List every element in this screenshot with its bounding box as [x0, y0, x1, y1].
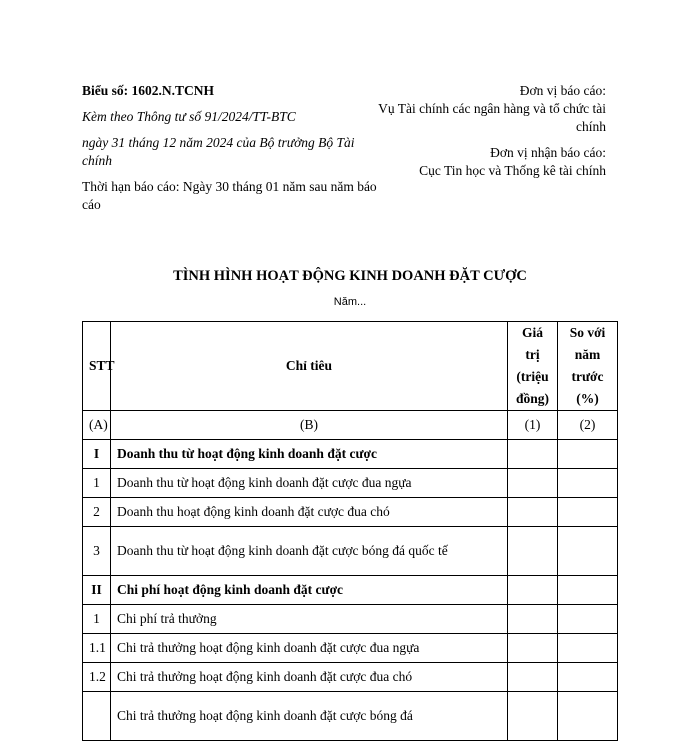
row-label: Doanh thu từ hoạt động kinh doanh đặt cược bóng đá quốc tế — [111, 527, 508, 576]
row-compare-cell[interactable] — [558, 527, 618, 576]
table-row — [83, 440, 618, 469]
row-label: Chi phí hoạt động kinh doanh đặt cược — [111, 576, 508, 605]
row-stt: 1.2 — [83, 663, 111, 692]
row-stt — [83, 692, 111, 741]
row-label: Chi trả thưởng hoạt động kinh doanh đặt cược bóng đá — [111, 692, 508, 741]
row-value-cell[interactable] — [508, 440, 558, 469]
table-row — [83, 576, 618, 605]
row-compare-cell[interactable] — [558, 605, 618, 634]
reporting-unit-label: Đơn vị báo cáo: — [519, 83, 606, 98]
row-value-cell[interactable] — [508, 605, 558, 634]
report-deadline: Thời hạn báo cáo: Ngày 30 tháng 01 năm sau năm báo cáo — [82, 179, 377, 212]
table-header-row — [83, 322, 618, 411]
row-stt: 1 — [83, 469, 111, 498]
row-stt: 1 — [83, 605, 111, 634]
row-value-cell[interactable] — [508, 469, 558, 498]
form-header-right — [366, 82, 606, 188]
row-value-cell[interactable] — [508, 663, 558, 692]
column-code-row — [83, 411, 618, 440]
reporting-unit: Vụ Tài chính các ngân hàng và tổ chức tài chính — [378, 101, 606, 134]
row-stt: I — [83, 440, 111, 469]
table-row — [83, 663, 618, 692]
row-value-cell[interactable] — [508, 692, 558, 741]
row-label: Chi trả thưởng hoạt động kinh doanh đặt cược đua ngựa — [111, 634, 508, 663]
row-value-cell[interactable] — [508, 498, 558, 527]
header-so-voi: So với năm trước (%) — [558, 322, 618, 411]
report-table — [82, 321, 618, 741]
row-stt: 3 — [83, 527, 111, 576]
row-label: Chi trả thưởng hoạt động kinh doanh đặt cược đua chó — [111, 663, 508, 692]
row-compare-cell[interactable] — [558, 634, 618, 663]
row-label: Chi phí trả thưởng — [111, 605, 508, 634]
row-compare-cell[interactable] — [558, 692, 618, 741]
header-chi-tieu: Chỉ tiêu — [111, 322, 508, 411]
row-value-cell[interactable] — [508, 634, 558, 663]
row-stt: 1.1 — [83, 634, 111, 663]
row-compare-cell[interactable] — [558, 469, 618, 498]
table-row — [83, 692, 618, 741]
row-compare-cell[interactable] — [558, 440, 618, 469]
row-compare-cell[interactable] — [558, 663, 618, 692]
form-header-left — [82, 82, 387, 222]
row-stt: II — [83, 576, 111, 605]
issue-date-line: ngày 31 tháng 12 năm 2024 của Bộ trưởng Bộ Tài chính — [82, 135, 355, 168]
header-stt: STT — [83, 322, 111, 411]
receiving-unit-label: Đơn vị nhận báo cáo: — [490, 145, 606, 160]
code-a: (A) — [83, 411, 111, 440]
code-1: (1) — [508, 411, 558, 440]
form-number: Biểu số: 1602.N.TCNH — [82, 83, 215, 98]
row-label: Doanh thu hoạt động kinh doanh đặt cược đua chó — [111, 498, 508, 527]
table-row — [83, 634, 618, 663]
code-b: (B) — [111, 411, 508, 440]
table-row — [83, 498, 618, 527]
row-stt: 2 — [83, 498, 111, 527]
table-row — [83, 469, 618, 498]
report-title: TÌNH HÌNH HOẠT ĐỘNG KINH DOANH ĐẶT CƯỢC — [173, 268, 527, 284]
row-compare-cell[interactable] — [558, 498, 618, 527]
report-year: Năm... — [333, 296, 367, 308]
row-compare-cell[interactable] — [558, 576, 618, 605]
table-row — [83, 527, 618, 576]
row-value-cell[interactable] — [508, 527, 558, 576]
table-row — [83, 605, 618, 634]
code-2: (2) — [558, 411, 618, 440]
attached-circular: Kèm theo Thông tư số 91/2024/TT-BTC — [82, 109, 296, 124]
row-label: Doanh thu từ hoạt động kinh doanh đặt cược đua ngựa — [111, 469, 508, 498]
header-gia-tri: Giá trị (triệu đồng) — [508, 322, 558, 411]
receiving-unit: Cục Tin học và Thống kê tài chính — [419, 163, 606, 178]
row-label: Doanh thu từ hoạt động kinh doanh đặt cược — [111, 440, 508, 469]
row-value-cell[interactable] — [508, 576, 558, 605]
